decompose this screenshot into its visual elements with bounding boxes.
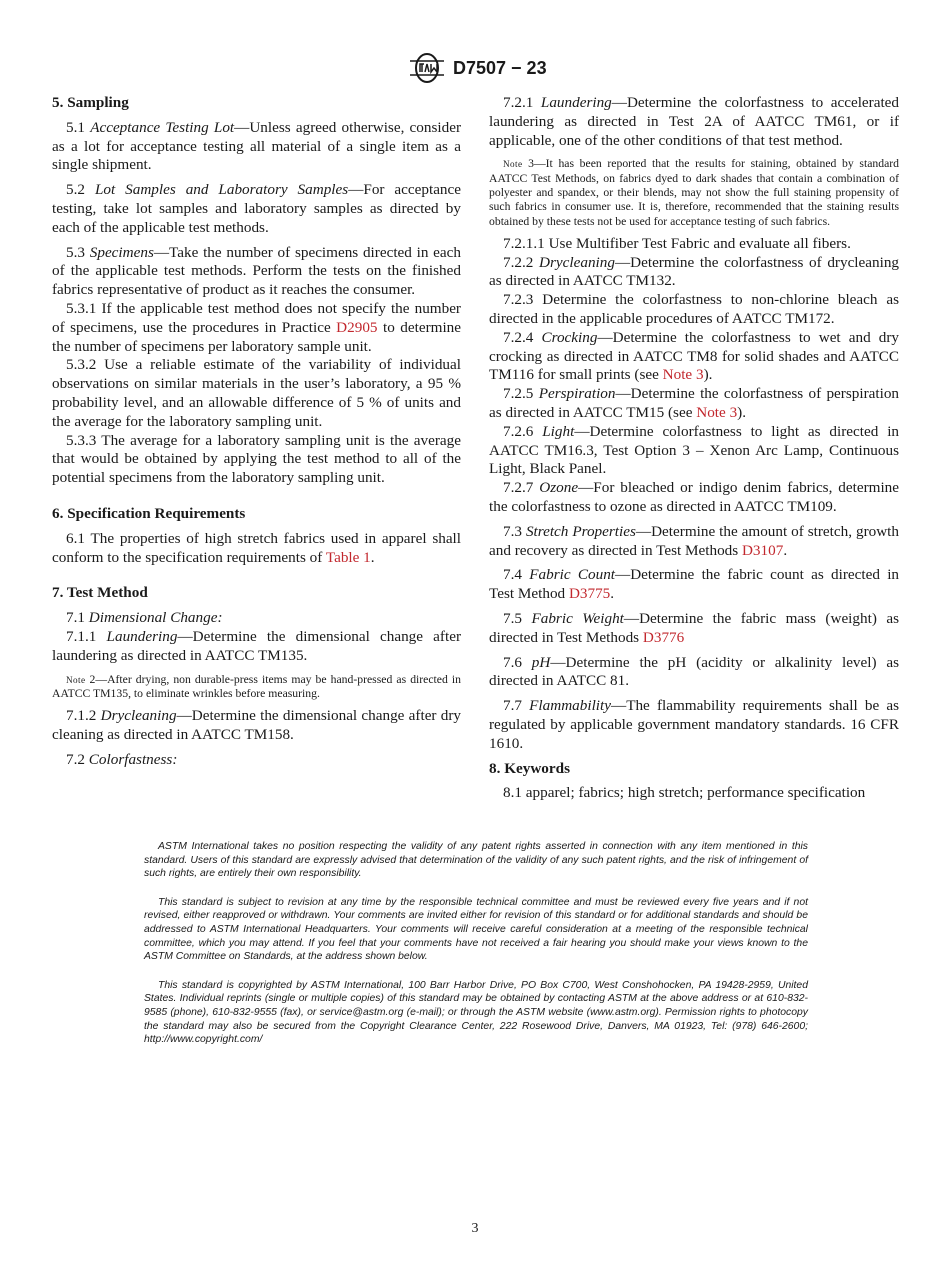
astm-logo-icon [408,52,446,84]
section-heading-sampling: 5. Sampling [52,94,129,111]
paragraph-5-3: 5.3 Specimens—Take the number of specimens directed in each of the applicable test methods. Perform the tests on the finished fabrics representative of product as it reaches the consumer. [52,243,462,299]
paragraph-7-2-6: 7.2.6 Light—Determine colorfastness to light as directed in AATCC TM16.3, Test Option 3 – Xenon Arc Lamp, Continuous Light, Black Panel. [489,422,900,478]
link-note-3[interactable]: Note 3 [662,366,704,384]
note-2: Note 2—After drying, non durable-press items may be hand-pressed as directed in AATCC TM135, to eliminate wrinkles before measuring. [52,672,461,700]
paragraph-7-2-4: 7.2.4 Crocking—Determine the colorfastness to wet and dry crocking as directed in AATCC TM8 for solid shades and AATCC TM116 for small prints (see Note 3). [489,328,900,384]
paragraph-7-2-5: 7.2.5 Perspiration—Determine the colorfastness of perspiration as directed in AATCC TM15 (see Note 3). [489,385,900,422]
paragraph-7-2: 7.2 Colorfastness: [66,750,178,768]
section-heading-specification: 6. Specification Requirements [52,504,246,522]
link-d3775[interactable]: D3775 [568,585,611,603]
paragraph-7-2-1-1: 7.2.1.1 Use Multifiber Test Fabric and evaluate all fibers. [503,234,851,252]
paragraph-7-2-3: 7.2.3 Determine the colorfastness to non-chlorine bleach as directed in the applicable procedures of AATCC TM172. [489,291,899,328]
paragraph-7-6: 7.6 pH—Determine the pH (acidity or alkalinity level) as directed in AATCC 81. [489,653,899,690]
paragraph-7-1: 7.1 Dimensional Change: [66,609,223,627]
disclaimer-block [144,840,808,1062]
paragraph-8-1: 8.1 apparel; fabrics; high stretch; performance specification [503,784,866,802]
paragraph-5-3-3: 5.3.3 The average for a laboratory sampling unit is the average that would be obtained by applying the test method to all of the potential specimens from the laboratory sampling unit. [52,431,461,487]
paragraph-5-3-1: 5.3.1 If the applicable test method does not specify the number of specimens, use the procedures in Practice D2905 to determine the number of specimens per laboratory sample unit. [52,299,461,355]
link-d3107[interactable]: D3107 [741,541,784,559]
paragraph-7-5: 7.5 Fabric Weight—Determine the fabric mass (weight) as directed in Test Methods D3776 [489,610,899,646]
page-header [0,52,950,86]
copyright-notice: This standard is copyrighted by ASTM International, 100 Barr Harbor Drive, PO Box C700, West Conshohocken, PA 19428-2959, United States. Individual reprints (single or multiple copies) of this standard may be obtained by contacting ASTM at the above address or at 610-832-9585 (phone), 610-832-9555 (fax), or service@astm.org (e-mail); or through the ASTM website (www.astm.org). Permission rights to photocopy the standard may also be secured from the Copyright Clearance Center, 222 Rosewood Drive, Danvers, MA 01923, Tel: (978) 646-2600; http://www.copyright.com/ [144,979,808,1046]
paragraph-7-2-7: 7.2.7 Ozone—For bleached or indigo denim fabrics, determine the colorfastness to ozone as directed in AATCC TM109. [489,479,900,516]
paragraph-7-7: 7.7 Flammability—The flammability requirements shall be as regulated by applicable government mandatory standards. 16 CFR 1610. [489,697,900,752]
paragraph-7-1-2: 7.1.2 Drycleaning—Determine the dimensional change after dry cleaning as directed in AATCC TM158. [52,707,461,743]
paragraph-5-2: 5.2 Lot Samples and Laboratory Samples—For acceptance testing, take lot samples and laboratory samples as directed by each of the applicable test methods. [52,181,462,236]
note-3: Note 3—It has been reported that the results for staining, obtained by standard AATCC Test Methods, on fabrics dyed to dark shades that contain a combination of polyester and spandex, or their blends, may not show the full staining propensity of such fabrics in consumer use. It is, therefore, recommended that the staining results obtained by these tests not be used for acceptance testing of such fabrics. [489,157,899,228]
paragraph-7-4: 7.4 Fabric Count—Determine the fabric count as directed in Test Method D3775. [489,566,900,603]
link-note-3[interactable]: Note 3 [696,404,738,422]
link-d2905[interactable]: D2905 [336,318,378,336]
paragraph-7-3: 7.3 Stretch Properties—Determine the amount of stretch, growth and recovery as directed in Test Methods D3107. [489,522,899,559]
section-heading-keywords: 8. Keywords [489,759,570,777]
right-column [489,94,899,803]
patent-disclaimer: ASTM International takes no position respecting the validity of any patent rights asserted in connection with any item mentioned in this standard. Users of this standard are expressly advised that determination of the validity of any such patent rights, and the risk of infringement of such rights, are entirely their own responsibility. [144,841,808,880]
paragraph-6-1: 6.1 The properties of high stretch fabrics used in apparel shall conform to the specification requirements of Table 1. [52,529,461,566]
revision-notice: This standard is subject to revision at any time by the responsible technical committee and must be reviewed every five years and if not revised, either reapproved or withdrawn. Your comments are invited either for revision of this standard or for additional standards and should be addressed to ASTM International Headquarters. Your comments will receive careful consideration at a meeting of the responsible technical committee, which you may attend. If you feel that your comments have not received a fair hearing you should make your views known to the ASTM Committee on Standards, at the address shown below. [144,896,808,963]
link-table-1[interactable]: Table 1 [325,548,371,566]
paragraph-7-1-1: 7.1.1 Laundering—Determine the dimensional change after laundering as directed in AATCC TM135. [52,627,461,664]
paragraph-7-2-2: 7.2.2 Drycleaning—Determine the colorfastness of drycleaning as directed in AATCC TM132. [489,253,900,290]
paragraph-5-1: 5.1 Acceptance Testing Lot—Unless agreed otherwise, consider as a lot for acceptance testing all material of a single item as a single shipment. [52,118,462,174]
paragraph-7-2-1: 7.2.1 Laundering—Determine the colorfastness to accelerated laundering as directed in Test 2A of AATCC TM61, or if applicable, one of the other conditions of that test method. [489,94,900,149]
section-heading-test-method: 7. Test Method [52,584,148,602]
left-column [52,94,461,770]
link-d3776[interactable]: D3776 [642,628,685,646]
standard-designation: D7507 − 23 [453,58,547,78]
page-number: 3 [471,1221,479,1236]
paragraph-5-3-2: 5.3.2 Use a reliable estimate of the variability of individual observations on similar materials in the user’s laboratory, a 95 % probability level, and an allowable difference of 5 % of units and the average for the laboratory sampling unit. [52,356,461,430]
